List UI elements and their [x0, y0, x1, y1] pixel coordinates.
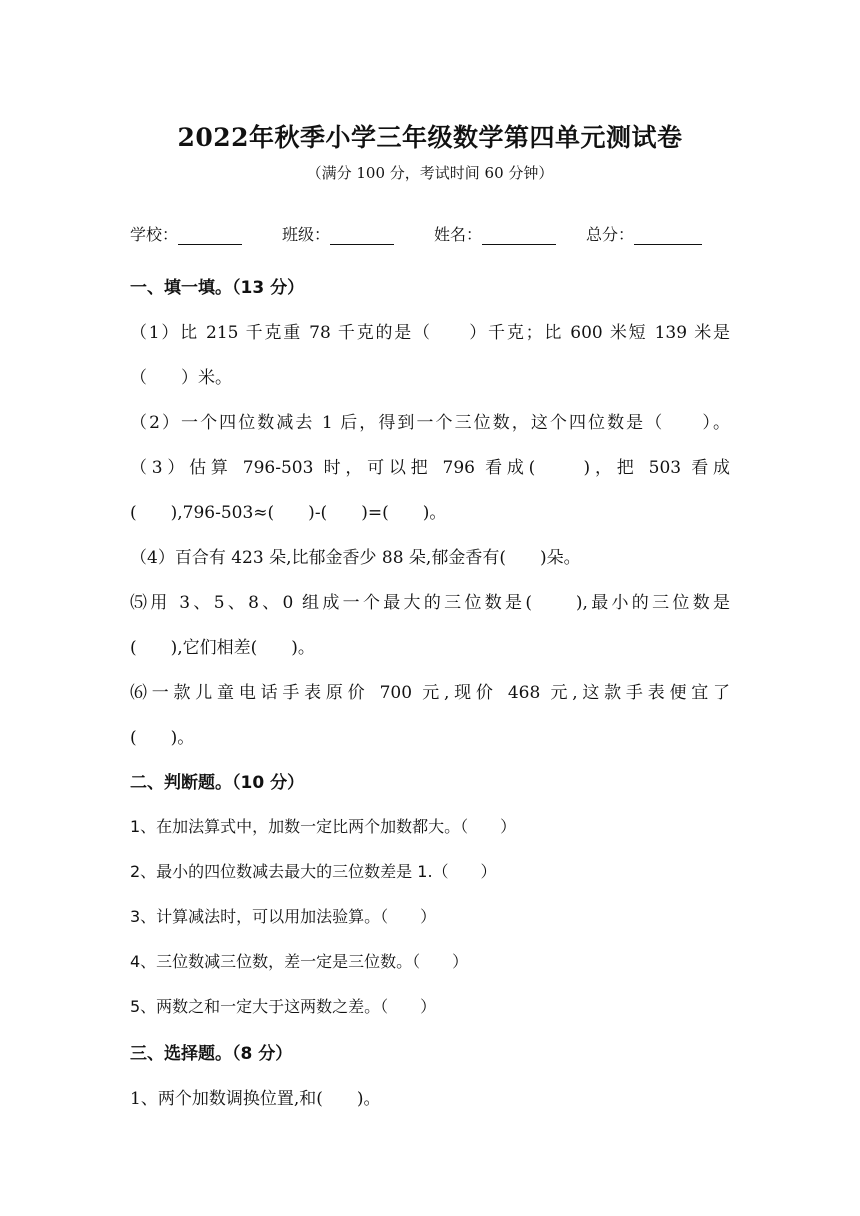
name-blank: [482, 227, 556, 245]
question-line: （1）比 215 千克重 78 千克的是（ ）千克；比 600 米短 139 米是: [130, 323, 730, 343]
judgment-item: 4、三位数减三位数，差一定是三位数。（ ）: [130, 952, 469, 971]
question-line: ( ),它们相差( )。: [130, 638, 315, 658]
choice-item: 1、两个加数调换位置,和( )。: [130, 1089, 381, 1109]
question-line: ⑹一款儿童电话手表原价 700 元,现价 468 元,这款手表便宜了: [130, 683, 730, 703]
judgment-item: 2、最小的四位数减去最大的三位数差是 1.（ ）: [130, 862, 497, 881]
school-label: 学校：: [130, 225, 179, 244]
question-line: ( ),796-503≈( )-( )=( )。: [130, 503, 447, 523]
class-field: [282, 222, 394, 245]
question-line: ( )。: [130, 728, 195, 748]
school-field: [130, 222, 242, 245]
score-blank: [634, 227, 702, 245]
question-line: （2）一个四位数减去 1 后，得到一个三位数，这个四位数是（ ）。: [130, 413, 730, 433]
score-label: 总分：: [586, 225, 635, 244]
section1-heading: 一、填一填。（13 分）: [130, 278, 305, 298]
question-line: （ ）米。: [130, 368, 232, 388]
question-line: ⑸用 3、5、8、0 组成一个最大的三位数是( ),最小的三位数是: [130, 593, 730, 613]
judgment-item: 1、在加法算式中，加数一定比两个加数都大。（ ）: [130, 817, 517, 836]
judgment-item: 5、两数之和一定大于这两数之差。（ ）: [130, 997, 437, 1016]
question-line: （4）百合有 423 朵,比郁金香少 88 朵,郁金香有( )朵。: [130, 548, 581, 568]
page-title: 2022年秋季小学三年级数学第四单元测试卷: [177, 123, 683, 152]
name-label: 姓名：: [434, 225, 483, 244]
judgment-item: 3、计算减法时，可以用加法验算。（ ）: [130, 907, 437, 926]
name-field: [434, 222, 556, 245]
class-blank: [330, 227, 394, 245]
school-blank: [178, 227, 242, 245]
score-field: [586, 222, 702, 245]
class-label: 班级：: [282, 225, 331, 244]
section2-heading: 二、判断题。（10 分）: [130, 773, 305, 793]
page-subtitle: （满分 100 分，考试时间 60 分钟）: [306, 164, 554, 182]
section3-heading: 三、选择题。（8 分）: [130, 1044, 293, 1064]
question-line: （3）估算 796-503 时，可以把 796 看成( )，把 503 看成: [130, 458, 730, 478]
